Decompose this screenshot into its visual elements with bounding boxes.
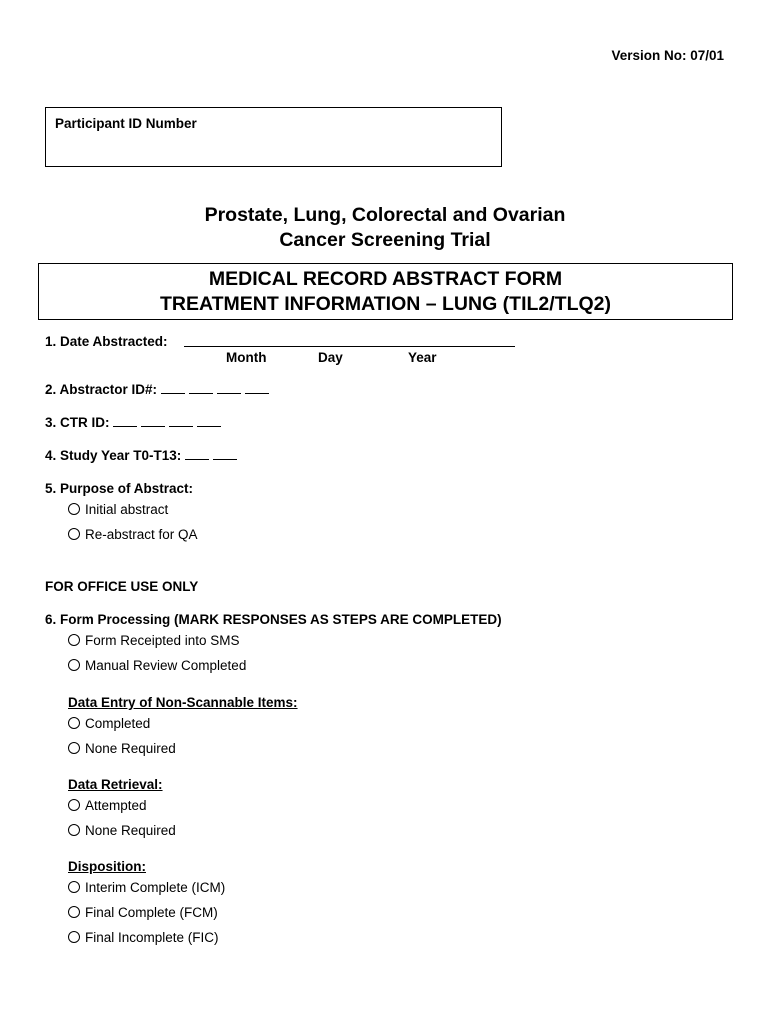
ctr-id-blank[interactable]: [197, 415, 221, 427]
form-title-line1: MEDICAL RECORD ABSTRACT FORM: [208, 268, 563, 290]
data-retrieval-none-option[interactable]: None Required: [68, 823, 176, 838]
radio-circle-icon[interactable]: [68, 742, 80, 754]
radio-circle-icon[interactable]: [68, 799, 80, 811]
participant-id-label: Participant ID Number: [55, 116, 197, 131]
version-number: Version No: 07/01: [611, 48, 724, 63]
date-abstracted-label: 1. Date Abstracted:: [45, 334, 168, 349]
data-entry-completed-option[interactable]: Completed: [68, 716, 150, 731]
participant-id-box[interactable]: [45, 107, 502, 167]
abstractor-id-row: [45, 382, 273, 397]
study-year-label: 4. Study Year T0-T13:: [45, 448, 182, 463]
disposition-icm-option[interactable]: Interim Complete (ICM): [68, 880, 225, 895]
form-receipted-option[interactable]: Form Receipted into SMS: [68, 633, 240, 648]
manual-review-option[interactable]: Manual Review Completed: [68, 658, 246, 673]
data-entry-heading: Data Entry of Non-Scannable Items:: [68, 695, 298, 710]
study-year-row: [45, 448, 241, 463]
ctr-id-blank[interactable]: [141, 415, 165, 427]
form-title-box: [38, 263, 733, 320]
radio-circle-icon[interactable]: [68, 824, 80, 836]
radio-circle-icon[interactable]: [68, 503, 80, 515]
trial-title-line2: Cancer Screening Trial: [279, 229, 491, 251]
study-year-blank[interactable]: [185, 448, 209, 460]
disposition-heading: Disposition:: [68, 859, 146, 874]
radio-circle-icon[interactable]: [68, 528, 80, 540]
radio-circle-icon[interactable]: [68, 881, 80, 893]
form-title-line2: TREATMENT INFORMATION – LUNG (TIL2/TLQ2): [160, 293, 611, 315]
day-label: Day: [318, 350, 343, 365]
purpose-option-reabstract[interactable]: Re-abstract for QA: [68, 527, 198, 542]
purpose-option-initial[interactable]: Initial abstract: [68, 502, 168, 517]
purpose-label: 5. Purpose of Abstract:: [45, 481, 194, 496]
ctr-id-label: 3. CTR ID:: [45, 415, 110, 430]
disposition-fcm-option[interactable]: Final Complete (FCM): [68, 905, 218, 920]
year-label: Year: [408, 350, 437, 365]
abstractor-id-blank[interactable]: [161, 382, 185, 394]
abstractor-id-blank[interactable]: [245, 382, 269, 394]
abstractor-id-label: 2. Abstractor ID#:: [45, 382, 158, 397]
abstractor-id-blank[interactable]: [189, 382, 213, 394]
month-label: Month: [226, 350, 267, 365]
radio-circle-icon[interactable]: [68, 717, 80, 729]
trial-title-line1: Prostate, Lung, Colorectal and Ovarian: [204, 204, 566, 226]
ctr-id-blank[interactable]: [113, 415, 137, 427]
disposition-fic-option[interactable]: Final Incomplete (FIC): [68, 930, 219, 945]
radio-circle-icon[interactable]: [68, 931, 80, 943]
radio-circle-icon[interactable]: [68, 634, 80, 646]
data-retrieval-heading: Data Retrieval:: [68, 777, 163, 792]
radio-circle-icon[interactable]: [68, 906, 80, 918]
form-processing-label: 6. Form Processing (MARK RESPONSES AS STEPS ARE COMPLETED): [45, 612, 502, 627]
ctr-id-row: [45, 415, 225, 430]
radio-circle-icon[interactable]: [68, 659, 80, 671]
date-abstracted-field[interactable]: [184, 346, 515, 347]
data-entry-none-option[interactable]: None Required: [68, 741, 176, 756]
ctr-id-blank[interactable]: [169, 415, 193, 427]
study-year-blank[interactable]: [213, 448, 237, 460]
office-use-heading: FOR OFFICE USE ONLY: [45, 579, 199, 594]
abstractor-id-blank[interactable]: [217, 382, 241, 394]
data-retrieval-attempted-option[interactable]: Attempted: [68, 798, 147, 813]
